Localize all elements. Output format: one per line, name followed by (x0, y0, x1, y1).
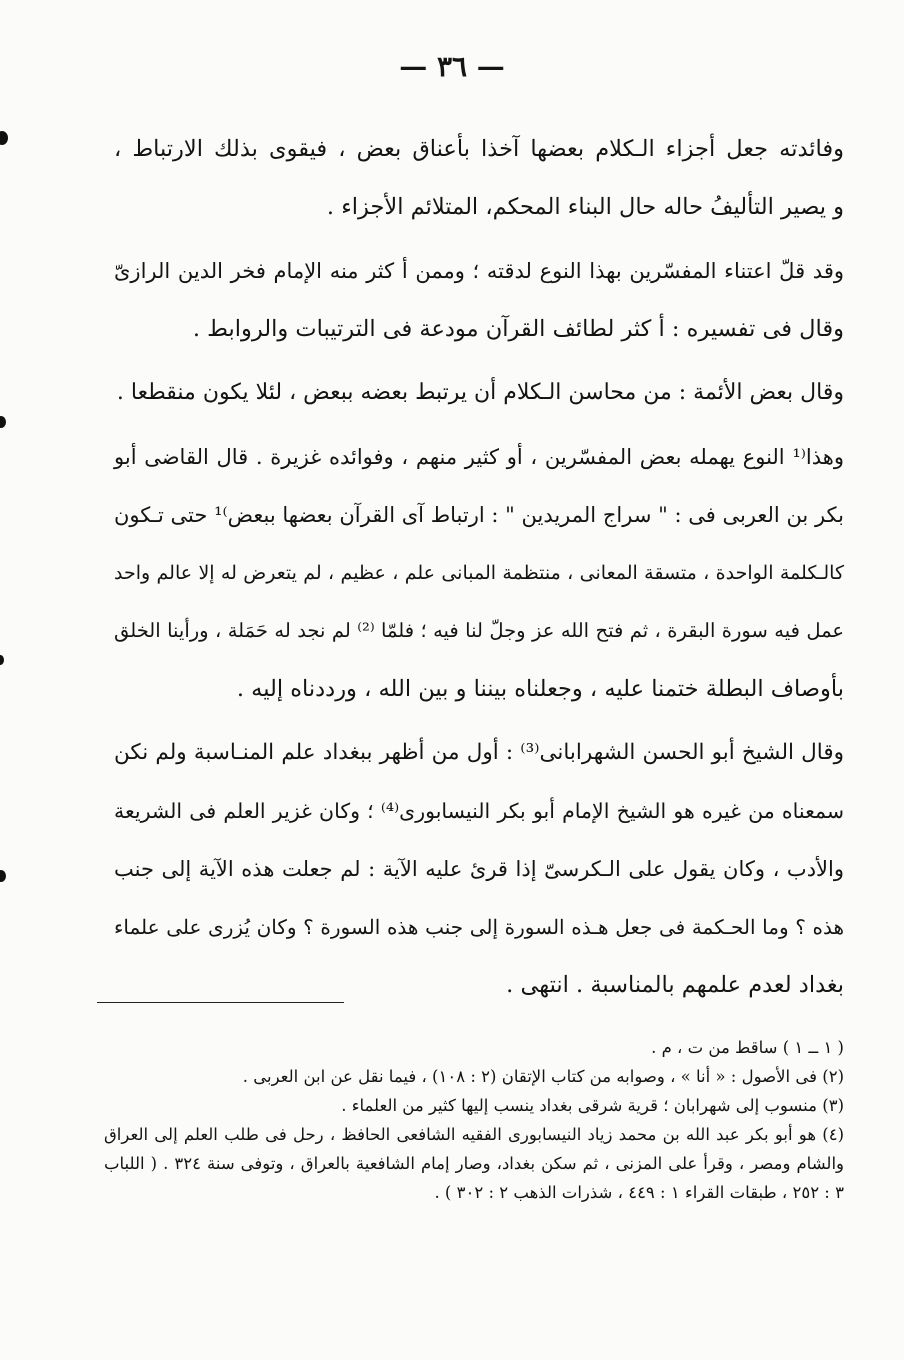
text-line: هذه ؟ وما الحـكمة فى جعل هـذه السورة إلى جنب هذه السورة ؟ وكان يُزرى على علماء (114, 915, 844, 939)
text-line: وقال فى تفسيره : أ كثر لطائف القرآن مودعة فى الترتيبات والروابط . (192, 316, 844, 342)
text-line: وقال بعض الأئمة : من محاسن الـكلام أن يرتبط بعضه ببعض ، لئلا يكون منقطعا . (116, 380, 844, 405)
scan-mark (0, 655, 4, 665)
page-number: — ٣٦ — (399, 50, 505, 83)
text-line: بغداد لعدم علمهم بالمناسبة . انتهى . (506, 972, 844, 998)
text-line: كالـكلمة الواحدة ، متسقة المعانى ، منتظمة المبانى علم ، عظيم ، لم يتعرض له إلا عالم واحد (114, 562, 844, 584)
footnote: (٢) فى الأصول : « أنا » ، وصوابه من كتاب الإتقان (٢ : ١٠٨) ، فيما نقل عن ابن العربى . (242, 1067, 844, 1086)
footnote-separator (97, 1002, 344, 1003)
scan-mark (0, 416, 6, 428)
text-line: بكر بن العربى فى : " سراج المريدين " : ارتباط آى القرآن بعضها ببعض⁾¹ حتى تـكون (114, 503, 844, 527)
footnote: (٣) منسوب إلى شهرابان ؛ قرية شرقى بغداد ينسب إليها كثير من العلماء . (341, 1096, 844, 1115)
footnote: ( ١ ــ ١ ) ساقط من ت ، م . (651, 1038, 844, 1057)
text-line: بأوصاف البطلة ختمنا عليه ، وجعلناه بيننا و بين الله ، ورددناه إليه . (236, 676, 844, 702)
footnote: ٣ : ٢٥٢ ، طبقات القراء ١ : ٤٤٩ ، شذرات الذهب ٢ : ٣٠٢ ) . (434, 1183, 844, 1202)
text-line: و يصير التأليفُ حاله حال البناء المحكم، المتلائم الأجزاء . (326, 194, 844, 220)
footnote: (٤) هو أبو بكر عبد الله بن محمد زياد النيسابورى الفقيه الشافعى الحافظ ، رحل فى طلب العلم إلى العراق (104, 1125, 844, 1144)
text-line: عمل فيه سورة البقرة ، ثم فتح الله عز وجلّ لنا فيه ؛ فلمّا ⁽²⁾ لم نجد له حَمَلة ، ورأينا الخلق (114, 619, 845, 642)
footnote: والشام ومصر ، وقرأ على المزنى ، ثم سكن بغداد، وصار إمام الشافعية بالعراق ، وتوفى سنة ٣٢٤ . ( اللباب (104, 1154, 844, 1173)
text-line: وفائدته جعل أجزاء الـكلام بعضها آخذا بأعناق بعض ، فيقوى بذلك الارتباط ، (114, 136, 844, 162)
text-line: وهذا⁽¹ النوع يهمله بعض المفسّرين ، أو كثير منهم ، وفوائده غزيرة . قال القاضى أبو (114, 445, 844, 469)
scan-mark (0, 870, 6, 882)
scan-mark (0, 131, 8, 145)
text-line: وقال الشيخ أبو الحسن الشهرابانى⁽³⁾ : أول من أظهر ببغداد علم المنـاسبة ولم نكن (114, 740, 844, 765)
footnotes (104, 1033, 844, 1207)
text-line: والأدب ، وكان يقول على الـكرسىّ إذا قرئ عليه الآية : لم جعلت هذه الآية إلى جنب (114, 857, 844, 881)
text-line: وقد قلّ اعتناء المفسّرين بهذا النوع لدقته ؛ وممن أ كثر منه الإمام فخر الدين الرازىّ (114, 259, 844, 283)
main-text (114, 120, 844, 1014)
text-line: سمعناه من غيره هو الشيخ الإمام أبو بكر النيسابورى⁽⁴⁾ ؛ وكان غزير العلم فى الشريعة (114, 799, 844, 823)
